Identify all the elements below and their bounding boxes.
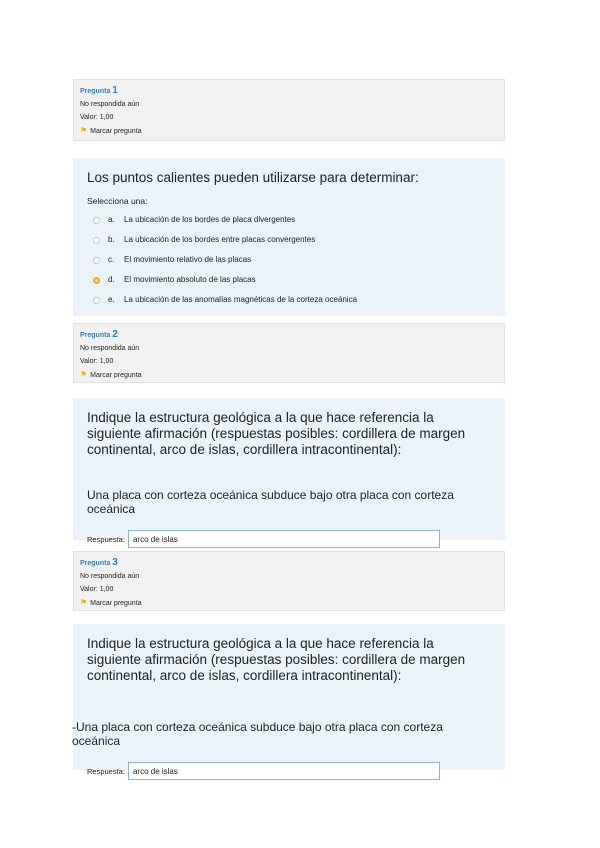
flag-question-3-link[interactable] [80,596,498,610]
question-label: Pregunta [80,332,111,339]
question-1-info [73,79,505,141]
question-number: 2 [112,329,118,340]
question-2-text: Indique la estructura geológica a la que hace referencia la siguiente afirmación (respuestas posibles: cordillera de margen continental, arco de islas, cordillera intracontinental): [87,410,466,457]
question-1-title [80,84,498,98]
option-text: El movimiento relativo de las placas [124,255,252,264]
radio-a[interactable] [93,217,100,224]
option-text: El movimiento absoluto de las placas [124,275,256,284]
question-2-value: Valor: 1,00 [80,358,114,365]
question-1-prompt: Selecciona una: [87,196,148,206]
flag-label: Marcar pregunta [90,128,142,135]
option-letter: b. [108,235,115,244]
question-3-title [80,556,498,570]
radio-d-selected[interactable] [93,277,100,284]
option-text: La ubicación de las anomalías magnéticas de la corteza oceánica [124,295,358,304]
option-c[interactable] [87,250,491,270]
flag-icon: ⚑ [80,370,88,379]
option-text: La ubicación de los bordes de placa divergentes [124,215,296,224]
question-2-status: No respondida aún [80,345,140,352]
flag-icon: ⚑ [80,598,88,607]
flag-label: Marcar pregunta [90,600,142,607]
question-label: Pregunta [80,560,111,567]
question-1-status: No respondida aún [80,101,140,108]
radio-c[interactable] [93,257,100,264]
radio-e[interactable] [93,297,100,304]
answer-label: Respuesta: [87,534,125,544]
option-letter: a. [108,215,115,224]
question-3-content [72,624,505,776]
answer-input-3[interactable] [128,762,440,780]
question-3-value: Valor: 1,00 [80,586,114,593]
option-letter: d. [108,275,115,284]
question-number: 1 [112,85,118,96]
option-e[interactable] [87,290,491,310]
question-label: Pregunta [80,88,111,95]
question-2-content [73,398,505,544]
question-2-statement: Una placa con corteza oceánica subduce bajo otra placa con corteza oceánica [87,488,454,516]
flag-question-1-link[interactable] [80,124,498,138]
option-letter: c. [108,255,115,264]
answer-input-2[interactable] [128,530,440,548]
option-b[interactable] [87,230,491,250]
question-1-value: Valor: 1,00 [80,114,114,121]
option-a[interactable] [87,210,491,230]
question-3-info [73,551,505,611]
flag-label: Marcar pregunta [90,372,142,379]
option-d[interactable] [87,270,491,290]
question-1-content [73,158,505,316]
flag-question-2-link[interactable] [80,368,498,382]
question-number: 3 [112,557,118,568]
option-text: La ubicación de los bordes entre placas convergentes [124,235,316,244]
answer-label: Respuesta: [87,766,125,776]
question-3-answer-row [87,762,491,780]
question-1-text: Los puntos calientes pueden utilizarse para determinar: [87,170,419,185]
option-letter: e. [108,295,115,304]
radio-b[interactable] [93,237,100,244]
question-3-text: Indique la estructura geológica a la que hace referencia la siguiente afirmación (respuestas posibles: cordillera de margen continental, arco de islas, cordillera intracontinental): [87,636,466,683]
question-2-answer-row [87,530,491,548]
question-2-title [80,328,498,342]
question-2-info [73,323,505,383]
question-3-status: No respondida aún [80,573,140,580]
flag-icon: ⚑ [80,126,88,135]
question-3-statement: -Una placa con corteza oceánica subduce bajo otra placa con corteza oceánica [72,720,443,748]
